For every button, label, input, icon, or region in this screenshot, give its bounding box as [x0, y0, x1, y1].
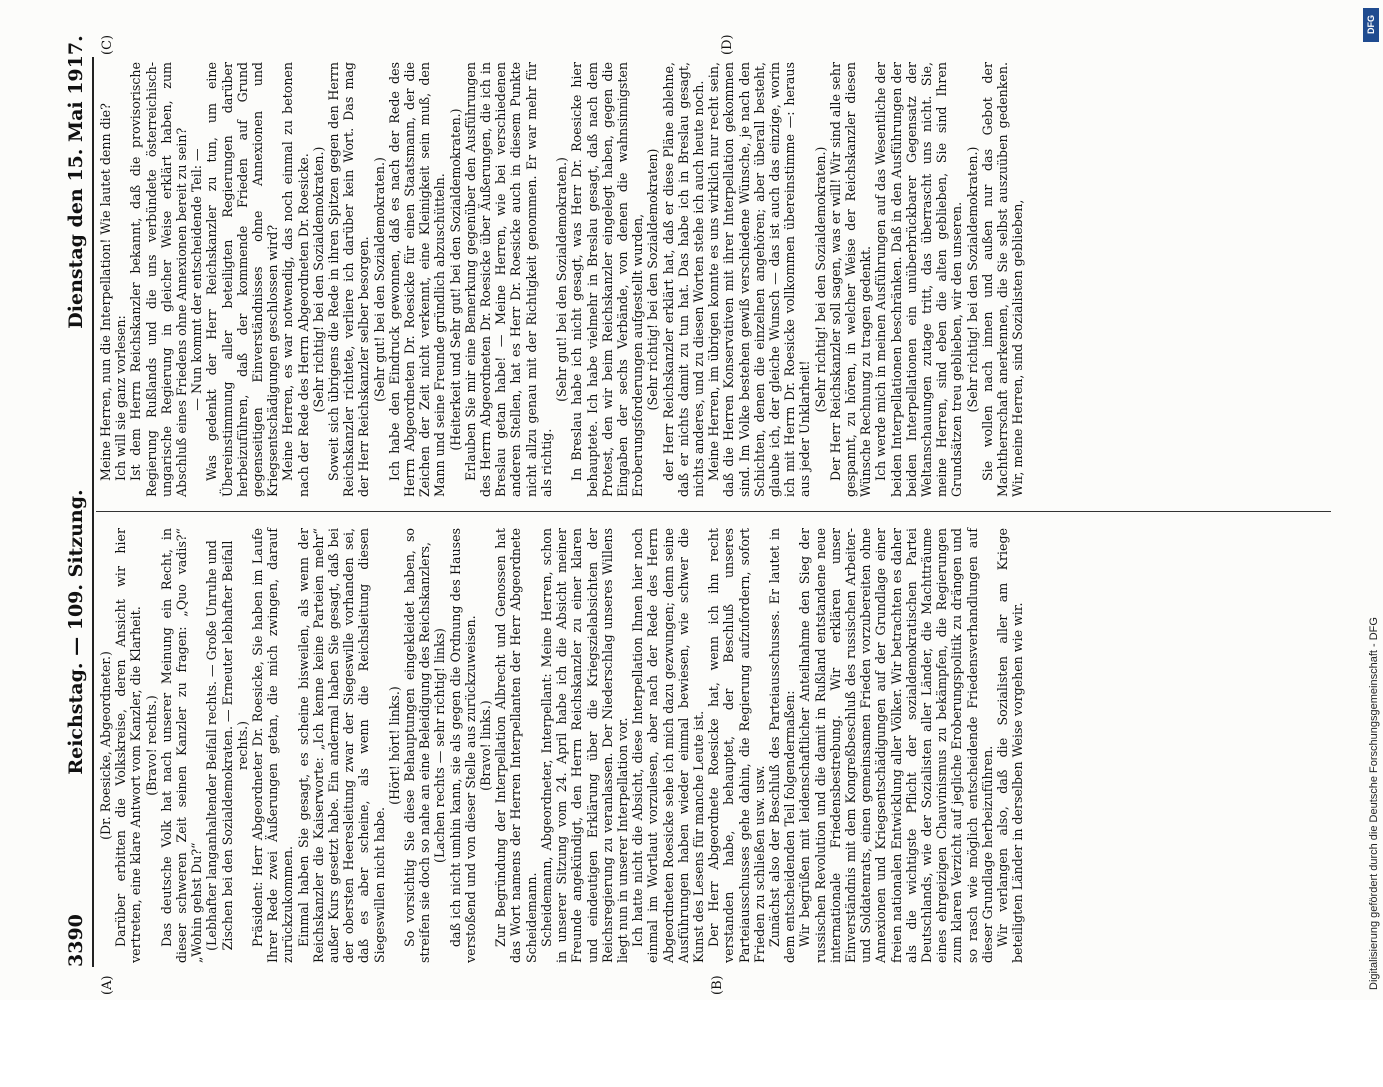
newspaper-page	[60, 34, 1335, 995]
paragraph: (Sehr gut! bei den Sozialdemokraten.)	[554, 157, 570, 402]
paragraph: Meine Herren, es war notwendig, das noch einmal zu betonen nach der Rede des Herrn Abgeordneten Dr. Roesicke.	[280, 62, 311, 497]
column-divider	[96, 511, 1331, 512]
paragraph: Der Herr Abgeordnete Roesicke hat, wenn ich ihn recht verstanden habe, behauptet, der Beschluß unseres Parteiausschusses gehe dahin, die Regierung aufzufordern, sofort Frieden zu schließen usw. usw.	[706, 528, 767, 963]
paragraph: (Lebhafter langanhaltender Beifall rechts. — Große Unruhe und Zischen bei den Sozialdemokraten. — Erneuter lebhafter Beifall rechts.)	[204, 540, 250, 951]
paragraph: daß ich nicht umhin kann, sie als gegen die Ordnung des Hauses verstoßend und von dieser Stelle aus zurückzuweisen.	[447, 528, 478, 963]
paragraph: (Heiterkeit und Sehr gut! bei den Sozialdemokraten.)	[447, 108, 463, 451]
margin-label-d: (D)	[720, 34, 735, 55]
paragraph: Zunächst also der Beschluß des Parteiausschusses. Er lautet in dem entscheidenden Teil folgendermaßen:	[766, 528, 798, 963]
paragraph: (Bravo! rechts.)	[143, 695, 159, 796]
paragraph: (Sehr richtig! bei den Sozialdemokraten.)	[964, 146, 980, 413]
paragraph: — Nun kommt der entscheidende Teil: —	[189, 148, 205, 411]
paragraph: Der Herr Reichskanzler soll sagen, was er will! Wir sind alle sehr gespannt, zu hören, in welcher Weise der Reichskanzler diesen Wünsche Rechnung zu tragen gedenkt.	[827, 62, 874, 497]
paragraph: (Sehr gut! bei den Sozialdemokraten.)	[371, 157, 387, 402]
header-title-left: Reichstag. — 109. Sitzung.	[65, 489, 87, 775]
margin-label-c: (C)	[100, 34, 115, 55]
paragraph: (Dr. Roesicke, Abgeordneter.)	[98, 651, 113, 840]
paragraph: (Bravo! links.)	[478, 700, 494, 791]
margin-label-a: (A)	[100, 975, 115, 995]
header-title-right: Dienstag den 15. Mai 1917.	[65, 35, 87, 329]
paragraph: Erlauben Sie mir eine Bemerkung gegenüber den Ausführungen des Herrn Abgeordneten Dr. Roesicke über Äußerungen, die ich in Breslau getan habe! — Meine Herren, wie bei verschiedenen anderen Stellen, hat es Herr Dr. Roesicke auch in diesem Punkte nicht allzu genau mit der Richtigkeit genommen. Er war mehr für als richtig.	[462, 62, 554, 497]
paragraph: Soweit sich übrigens die Rede in ihren Spitzen gegen den Herrn Reichskanzler richtete, verliere ich darüber kein Wort. Das mag der Herr Reichskanzler selber besorgen.	[326, 62, 372, 497]
paragraph: Meine Herren, im übrigen konnte es uns wirklich nur recht sein, daß die Herren Konservativen mit ihrer Interpellation gekommen sind. Im Volke bestehen gewiß verschiedene Wünsche, je nach den Schichten, denen die einzelnen angehören; aber überall besteht, glaube ich, der gleiche Wunsch — das ist auch das einzige, worin ich mit Herrn Dr. Roesicke vollkommen übereinstimme —: heraus aus jeder Unklarheit!	[706, 62, 813, 497]
paragraph: Ich hatte nicht die Absicht, diese Interpellation Ihnen hier noch einmal im Wortlaut vorzulesen, aber nach der Rede des Herrn Abgeordneten Roesicke sehe ich mich dazu gezwungen; denn seine Ausführungen haben wieder einmal bewiesen, wie schwer die Kunst des Lesens für manche Leute ist.	[630, 528, 706, 963]
paragraph: Ich habe den Eindruck gewonnen, daß es nach der Rede des Herrn Abgeordneten Dr. Roesicke für einen Staatsmann, der die Zeichen der Zeit nicht verkennt, eine Kleinigkeit sein muß, den Mann und seine Freunde gründlich abzuschütteln.	[386, 62, 448, 497]
paragraph: Scheidemann, Abgeordneter, Interpellant: Meine Herren, schon in unserer Sitzung vom 24. April habe ich die Absicht meiner Freunde angekündigt, den Herrn Reichskanzler zu einer klaren und eindeutigen Erklärung über die Kriegszielabsichten der Reichsregierung zu veranlassen. Der Niederschlag unseres Willens liegt nun in unserer Interpellation vor.	[538, 528, 630, 963]
dfg-logo: DFG	[1363, 8, 1379, 42]
paragraph: Sie wollen nach innen und außen nur das Gebot der Machtherrschaft anerkennen, die Sie selbst auszuüben gedenken. Wir, meine Herren, sind Sozialisten geblieben,	[979, 62, 1026, 497]
paragraph: der Herr Reichskanzler erklärt hat, daß er diese Pläne ablehne, daß er nichts damit zu tun hat. Das habe ich in Breslau gesagt, nichts anderes, und zu diesen Worten stehe ich auch heute noch.	[660, 62, 706, 497]
paragraph: (Sehr richtig! bei den Sozialdemokraten.)	[310, 146, 326, 413]
paragraph: So vorsichtig Sie diese Behauptungen eingekleidet haben, so streifen sie doch so nahe an eine Beleidigung des Reichskanzlers,	[402, 528, 433, 963]
paragraph: Darüber erbitten die Volkskreise, deren Ansicht wir hier vertreten, eine klare Antwort vom Kanzler, die Klarheit.	[113, 528, 144, 963]
paragraph: Ich werde mich in meinen Ausführungen auf das Wesentliche der beiden Interpellationen beschränken. Daß in den Ausführungen der beiden Interpellationen ein unüberbrückbarer Gegensatz der Weltanschauungen zutage tritt, das überrascht uns nicht. Sie, meine Herren, sind eben die alten geblieben, Sie sind Ihren Grundsätzen treu geblieben, wir den unseren.	[873, 62, 965, 497]
paragraph: Ich will sie ganz vorlesen:	[113, 315, 129, 481]
paragraph: Ist dem Herrn Reichskanzler bekannt, daß die provisorische Regierung Rußlands und die uns verbündete österreichisch-ungarische Regierung in gleicher Weise erklärt haben, zum Abschluß eines Friedens ohne Annexionen bereit zu sein?	[128, 62, 190, 497]
right-text-column	[98, 62, 1025, 497]
paragraph: (Sehr richtig! bei den Sozialdemokraten.)	[812, 146, 828, 413]
paragraph: Einmal haben Sie gesagt, es scheine bisweilen, als wenn der Reichskanzler die Kaiserworte: „Ich kenne keine Parteien mehr“ außer Kurs gesetzt habe. Ein andermal haben Sie gesagt, daß bei der obersten Heeresleitung zwar der Siegeswille vorhanden sei, daß es aber scheine, als wenn die Reichsleitung diesen Siegeswillen nicht habe.	[295, 528, 387, 963]
paragraph: Präsident: Herr Abgeordneter Dr. Roesicke, Sie haben im Laufe Ihrer Rede zwei Äußerungen getan, die mich zwingen, darauf zurückzukommen.	[250, 528, 296, 963]
digitization-credit: Digitalisierung gefördert durch die Deutsche Forschungsgemeinschaft - DFG	[1368, 617, 1380, 990]
paragraph: In Breslau habe ich nicht gesagt, was Herr Dr. Roesicke hier behauptete. Ich habe vielmehr in Breslau gesagt, daß nach dem Protest, den wir beim Reichskanzler eingelegt haben, gegen die Eingaben der sechs Verbände, von denen die wahnsinnigsten Eroberungsforderungen aufgestellt wurden,	[569, 62, 646, 497]
margin-label-b: (B)	[710, 975, 725, 995]
paragraph: Wir verlangen also, daß die Sozialisten aller am Kriege beteiligten Länder in derselben Weise vorgehen wie wir.	[994, 528, 1026, 963]
paragraph: (Sehr richtig! bei den Sozialdemokraten)	[645, 148, 661, 411]
paragraph: Wir begrüßen mit leidenschaftlicher Anteilnahme den Sieg der russischen Revolution und die damit in Rußland entstandene neue internationale Friedensbestrebung. Wir erklären unser Einverständnis mit dem Kongreßbeschluß des russischen Arbeiter- und Soldatenrats, einen gemeinsamen Frieden vorzubereiten ohne Annexionen und Kriegsentschädigungen auf der Grundlage einer freien nationalen Entwicklung aller Völker. Wir betrachten es daher als die wichtigste Pflicht der sozialdemokratischen Partei Deutschlands, wie der Sozialisten aller Länder, die Machtträume eines ehrgeizigen Chauvinismus zu bekämpfen, die Regierungen zum klaren Verzicht auf jegliche Eroberungspolitik zu drängen und so rasch wie möglich entscheidende Friedensverhandlungen auf dieser Grundlage herbeizuführen.	[797, 528, 995, 963]
paragraph: Was gedenkt der Herr Reichskanzler zu tun, um eine Übereinstimmung aller beteiligten Regierungen darüber herbeizuführen, daß der kommende Frieden auf Grund gegenseitigen Einverständnisses ohne Annexionen und Kriegsentschädigungen geschlossen wird?	[204, 62, 281, 497]
paragraph: (Hört! hört! links.)	[386, 686, 402, 805]
paragraph: (Lachen rechts — sehr richtig! links)	[432, 628, 448, 863]
left-text-column	[98, 528, 1025, 963]
paragraph: Meine Herren, nun die Interpellation! Wie lautet denn die?	[98, 103, 113, 481]
page-header	[60, 35, 94, 967]
paragraph: Zur Begründung der Interpellation Albrecht und Genossen hat das Wort namens der Herren Interpellanten der Herr Abgeordnete Scheidemann.	[493, 528, 539, 963]
paragraph: Das deutsche Volk hat nach unserer Meinung ein Recht, in dieser schweren Zeit seinen Kanzler zu fragen: „Quo vadis?“ „Wohin gehst Du?“	[158, 528, 205, 963]
page-number: 3390	[65, 914, 87, 967]
